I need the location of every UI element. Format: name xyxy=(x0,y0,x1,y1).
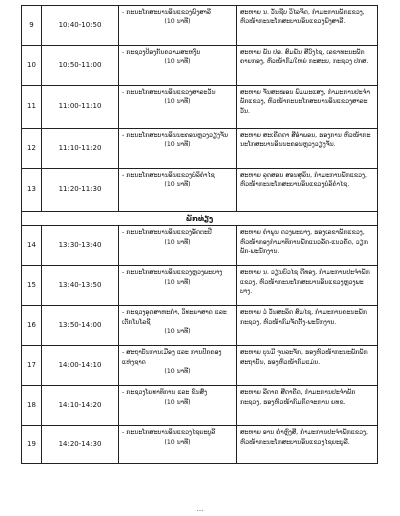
row-number: 14 xyxy=(22,226,42,266)
activity-text: - ກະນະໂກສະບານອິນແຂວງອັດຕະປື xyxy=(122,229,212,237)
responsible-cell: ສະຫາຍ ນ. ວຽນບົວໄຊ ດີທອງ, ກຳມະການປະຈຳພັກແຂວງ, ຫົວໜ້າກະນະໂກສະບານອິນແຂວງຫຼວງພະບາງ. xyxy=(237,266,378,306)
duration-text: (10 ນາທີ) xyxy=(164,368,191,376)
activity-text: - ກະນະໂກສະບານອິນແຂວງໄຊຍະບູລີ xyxy=(122,429,216,437)
activity-text: - ກະນະໂກສະບານອິນແຂວງຫຼວງພະບາງ xyxy=(122,269,223,277)
table-row xyxy=(22,346,378,386)
time-cell: 11:20-11:30 xyxy=(42,169,119,212)
row-number: 9 xyxy=(22,6,42,46)
duration-text: (10 ນາທີ) xyxy=(164,98,191,106)
duration-text: (10 ນາທີ) xyxy=(164,238,191,246)
row-number: 11 xyxy=(22,86,42,129)
activity-text: - ກະຊວງອຸດສາຫະກຳ, ວິທະຍາສາດ ແລະ ເຕັກໂນໂລຊີ xyxy=(122,309,227,326)
morning-session-rows xyxy=(22,6,378,212)
activity-cell xyxy=(119,6,237,46)
row-number: 16 xyxy=(22,306,42,346)
activity-text: - ສະຖາບັນການເມືອງ ແລະ ການປົກຄອງແຫ່ງຊາດ xyxy=(122,349,222,366)
duration-text: (10 ນາທີ) xyxy=(164,141,191,149)
time-cell: 10:40-10:50 xyxy=(42,6,119,46)
activity-cell xyxy=(119,306,237,346)
section-label: ພັກທ່ຽງ xyxy=(22,212,378,226)
activity-cell xyxy=(119,129,237,169)
activity-cell xyxy=(119,169,237,212)
table-row xyxy=(22,129,378,169)
responsible-cell: ສະຫາຍ ພັນ ປອ. ສົມພັນ ສີວົງໄຊ, ເລຂາທະນະພັກຄາຍກອງ, ຫົວໜ້າກົມໃຫຍ່ ກະສະບ, ກະຊວງ ປກສ. xyxy=(237,46,378,86)
activity-cell xyxy=(119,426,237,464)
table-row xyxy=(22,226,378,266)
responsible-cell: ສະຫາຍ ອານ ຄຳຫຼົງສີ, ກຳມະການປະຈຳພັກແຂວງ, ຫົວໜ້າກະນະໂກສະບານອິນແຂວງໄຊຍະບູລີ. xyxy=(237,426,378,464)
row-number: 19 xyxy=(22,426,42,464)
page-number: ... xyxy=(196,505,204,513)
afternoon-session-rows xyxy=(22,226,378,464)
responsible-cell: ສະຫາຍ ນ. ວັນຊີບ ວິໄລຈິດ, ກຳມະການພັກແຂວງ, ຫົວໜ້າກະນະໂກສະບານອິນແຂວງພົງສາລີ. xyxy=(237,6,378,46)
duration-text: (10 ນາທີ) xyxy=(164,438,191,446)
responsible-cell: ສະຫາຍ ວໍ ວັນສະລິດ ສົມໄຊ, ກຳມະການຄະນະພັກກະຊວງ, ຫົວໜ້າກົມຈັດຕັ້ງ-ພະນັກງານ. xyxy=(237,306,378,346)
activity-text: - ກະນະໂກສະບານອິນແຂວງສາລະວັນ xyxy=(122,89,216,96)
table-row xyxy=(22,46,378,86)
section-row xyxy=(22,212,378,226)
table-row xyxy=(22,426,378,464)
activity-cell xyxy=(119,266,237,306)
lunch-break xyxy=(22,212,378,226)
time-cell: 13:40-13:50 xyxy=(42,266,119,306)
time-cell: 10:50-11:00 xyxy=(42,46,119,86)
table-row xyxy=(22,386,378,426)
duration-text: (10 ນາທີ) xyxy=(164,278,191,286)
row-number: 12 xyxy=(22,129,42,169)
activity-text: - ກະນະໂກສະບານອິນແຂວງພົງສາລີ xyxy=(122,9,211,16)
activity-cell xyxy=(119,46,237,86)
agenda-table xyxy=(21,5,378,464)
duration-text: (10 ນາທີ) xyxy=(164,58,191,66)
activity-cell xyxy=(119,346,237,386)
activity-cell xyxy=(119,386,237,426)
activity-text: - ກະຊວງປ້ອງກັນຄວາມສະຫງົບ xyxy=(122,49,201,56)
time-cell: 14:10-14:20 xyxy=(42,386,119,426)
activity-cell xyxy=(119,226,237,266)
responsible-cell: ສະຫາຍ ລຸດສອນ ສອນສຸລິນ, ກຳມະການພັກແຂວງ, ຫົວໜ້າກະນະໂກສະບານອິນແຂວງບໍລິຄຳໄຊ. xyxy=(237,169,378,212)
table-row xyxy=(22,306,378,346)
responsible-cell: ສະຫາຍ ຈັນສະໝອນ ພົມມະແສງ, ກຳມະການປະຈຳພັກແຂວງ, ຫົວໜ້າກະນະໂກສະບານອິນແຂວງສາລະວັນ. xyxy=(237,86,378,129)
time-cell: 14:20-14:30 xyxy=(42,426,119,464)
duration-text: (10 ນາທີ) xyxy=(164,328,191,336)
time-cell: 11:00-11:10 xyxy=(42,86,119,129)
time-cell: 13:50-14:00 xyxy=(42,306,119,346)
activity-text: - ກະນະໂກສະບານອິນນະຄອນຫຼວງວຽງຈັນ xyxy=(122,132,228,139)
time-cell: 14:00-14:10 xyxy=(42,346,119,386)
responsible-cell: ສະຫາຍ ລີດາດ ສີດາຄີດ, ກຳມະການປະຈຳພັກກະຊວງ, ຮອງຫົວໜ້າກົມກິດຈະການ ຍທຂ. xyxy=(237,386,378,426)
duration-text: (10 ນາທີ) xyxy=(164,18,191,26)
responsible-cell: ສະຫາຍ ບຸນມີ ຈຸນລະຈັກ, ຮອງຫົວໜ້າກະນະພັກພັກສະຖາບັນ, ຮອງຫົວໜ້າກົມແມ່ນ. xyxy=(237,346,378,386)
time-cell: 11:10-11:20 xyxy=(42,129,119,169)
duration-text: (10 ນາທີ) xyxy=(164,181,191,189)
table-row xyxy=(22,86,378,129)
row-number: 15 xyxy=(22,266,42,306)
activity-text: - ກະນະໂກສະບານອິນແຂວງບໍລິຄຳໄຊ xyxy=(122,172,215,179)
responsible-cell: ສະຫາຍ ສະເຄີດດາ ສີອຳພອນ, ຮອງການ ຫົວໜ້າກະນະໂກສະບານອິນນະຄອນຫຼວງວຽງຈັນ. xyxy=(237,129,378,169)
table-row xyxy=(22,169,378,212)
responsible-cell: ສະຫາຍ ຄຳພູນ ດວງພະບາງ, ຮອງເລຂາພັກແຂວງ, ຫົວໜ້າກອງກຳມາທິການພັກແນວລັດ-ແນວຄັດ, ວຽກພັກ-ພະນັກງານ. xyxy=(237,226,378,266)
activity-cell xyxy=(119,86,237,129)
table-row xyxy=(22,266,378,306)
row-number: 18 xyxy=(22,386,42,426)
table-row xyxy=(22,6,378,46)
row-number: 13 xyxy=(22,169,42,212)
time-cell: 13:30-13:40 xyxy=(42,226,119,266)
row-number: 17 xyxy=(22,346,42,386)
duration-text: (10 ນາທີ) xyxy=(164,398,191,406)
activity-text: - ກະຊວງໂຍທາທິການ ແລະ ຂົນສົ່ງ xyxy=(122,389,208,397)
row-number: 10 xyxy=(22,46,42,86)
